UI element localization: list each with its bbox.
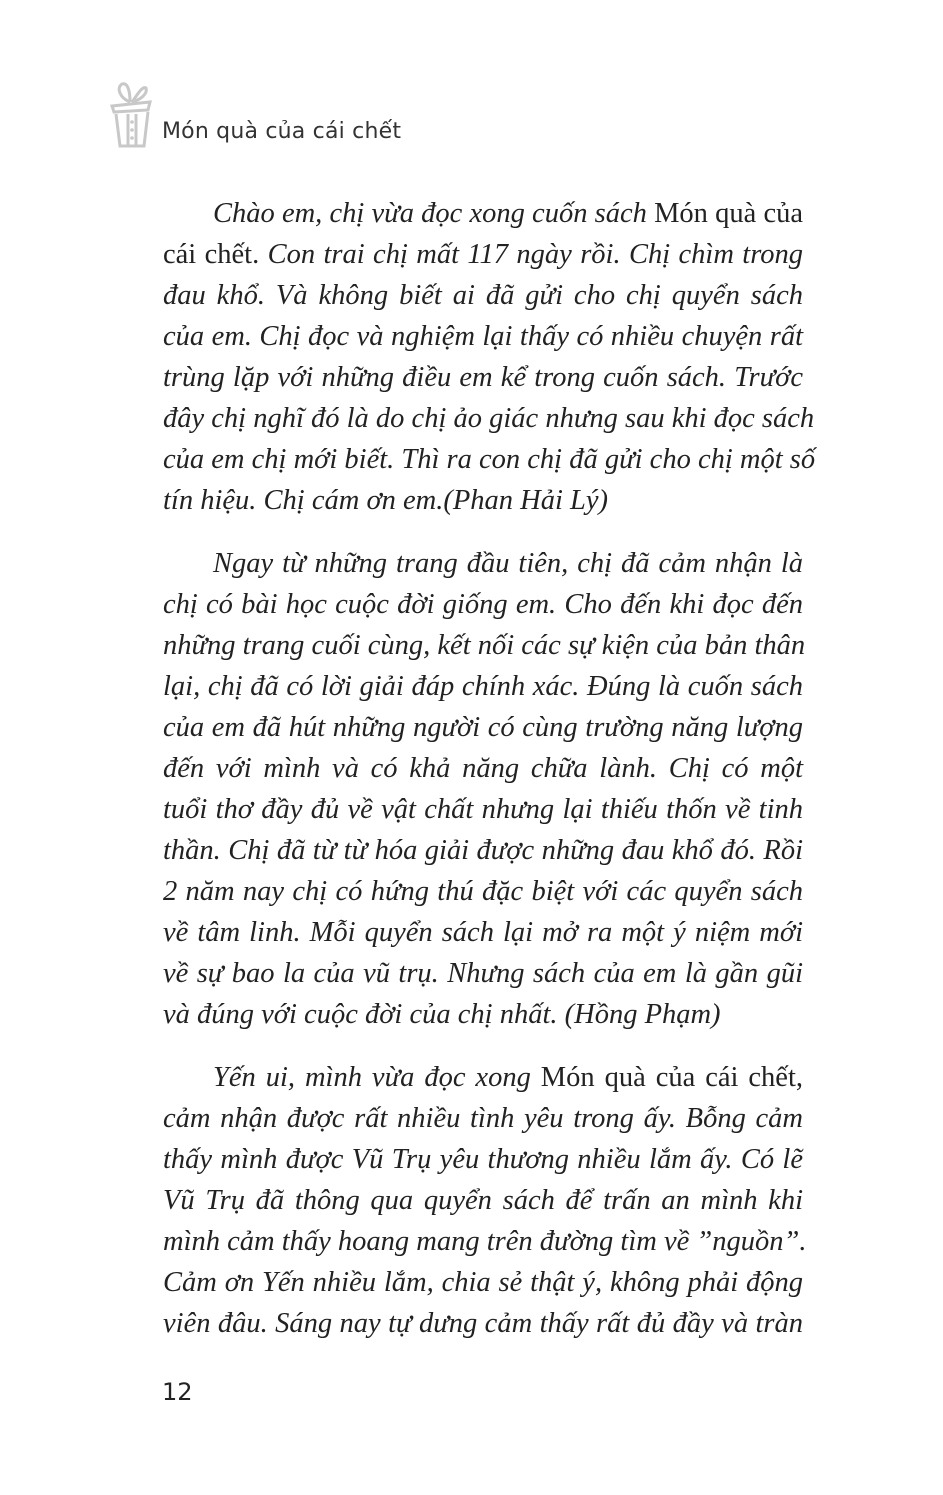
italic-text: của em đã hút những người có cùng trường năng lượng — [163, 712, 803, 743]
italic-text: đau khổ. Và không biết ai đã gửi cho chị quyển sách — [163, 280, 803, 311]
text-line — [163, 830, 803, 871]
text-line — [163, 871, 803, 912]
text-line — [163, 1303, 803, 1344]
italic-text: đây chị nghĩ đó là do chị ảo giác nhưng sau khi đọc sách — [163, 403, 815, 434]
paragraph — [163, 543, 806, 1035]
italic-text: về tâm linh. Mỗi quyển sách lại mở ra một ý niệm mới — [163, 917, 803, 948]
italic-text: của em chị mới biết. Thì ra con chị đã gửi cho chị một số — [163, 444, 816, 475]
text-line — [163, 193, 803, 234]
paragraph-gap — [163, 521, 803, 543]
italic-text: Ngay từ những trang đầu tiên, chị đã cảm nhận là — [213, 548, 803, 579]
italic-text: mình cảm thấy hoang mang trên đường tìm về ”nguồn”. — [163, 1226, 807, 1257]
roman-text: Món quà của — [654, 198, 803, 229]
roman-text: Món quà của cái chết, — [540, 1062, 803, 1093]
gift-box-icon — [108, 80, 156, 148]
page-body — [163, 193, 816, 1344]
italic-text: Vũ Trụ đã thông qua quyển sách để trấn an mình khi — [163, 1185, 803, 1216]
italic-text: tín hiệu. Chị cám ơn em.(Phan Hải Lý) — [163, 485, 609, 516]
italic-text: Con trai chị mất 117 ngày rồi. Chị chìm trong — [267, 239, 804, 270]
italic-text: Yến ui, mình vừa đọc xong — [213, 1062, 541, 1093]
text-line — [163, 1221, 807, 1262]
italic-text: thần. Chị đã từ từ hóa giải được những đau khổ đó. Rồi — [163, 835, 803, 866]
text-line — [163, 543, 803, 584]
text-line — [163, 316, 803, 357]
text-line — [163, 1098, 803, 1139]
italic-text: về sự bao la của vũ trụ. Nhưng sách của em là gần gũi — [163, 958, 803, 989]
text-line — [163, 357, 803, 398]
text-line — [163, 707, 803, 748]
text-line — [163, 994, 803, 1035]
italic-text: trùng lặp với những điều em kể trong cuốn sách. Trước — [163, 362, 803, 393]
italic-text: Cảm ơn Yến nhiều lắm, chia sẻ thật ý, không phải động — [163, 1267, 803, 1298]
text-line — [163, 953, 803, 994]
paragraph-gap — [163, 1035, 803, 1057]
roman-text: cái chết. — [163, 239, 268, 270]
running-header — [108, 78, 401, 148]
text-line — [163, 1180, 803, 1221]
text-line — [163, 1262, 803, 1303]
text-line — [163, 1139, 803, 1180]
italic-text: Chào em, chị vừa đọc xong cuốn sách — [213, 198, 655, 229]
text-line — [163, 666, 803, 707]
italic-text: những trang cuối cùng, kết nối các sự kiện của bản thân — [163, 630, 806, 661]
italic-text: chị có bài học cuộc đời giống em. Cho đến khi đọc đến — [163, 589, 803, 620]
italic-text: tuổi thơ đầy đủ về vật chất nhưng lại thiếu thốn về tinh — [163, 794, 803, 825]
italic-text: thấy mình được Vũ Trụ yêu thương nhiều lắm ấy. Có lẽ — [163, 1144, 803, 1175]
text-line — [163, 912, 803, 953]
text-line — [163, 480, 803, 521]
paragraph — [163, 1057, 807, 1344]
page-number: 12 — [162, 1378, 193, 1406]
text-line — [163, 275, 803, 316]
text-line — [163, 234, 803, 275]
italic-text: đến với mình và có khả năng chữa lành. Chị có một — [163, 753, 803, 784]
italic-text: cảm nhận được rất nhiều tình yêu trong ấy. Bỗng cảm — [163, 1103, 803, 1134]
text-line — [163, 398, 815, 439]
italic-text: lại, chị đã có lời giải đáp chính xác. Đúng là cuốn sách — [163, 671, 803, 702]
italic-text: viên đâu. Sáng nay tự dưng cảm thấy rất đủ đầy và tràn — [163, 1308, 803, 1339]
text-line — [163, 625, 806, 666]
text-line — [163, 789, 803, 830]
running-title: Món quà của cái chết — [162, 119, 402, 144]
paragraph — [163, 193, 816, 521]
text-line — [163, 1057, 803, 1098]
text-line — [163, 748, 803, 789]
italic-text: và đúng với cuộc đời của chị nhất. (Hồng Phạm) — [163, 999, 721, 1030]
italic-text: 2 năm nay chị có hứng thú đặc biệt với các quyển sách — [163, 876, 803, 907]
text-line — [163, 584, 803, 625]
italic-text: của em. Chị đọc và nghiệm lại thấy có nhiều chuyện rất — [163, 321, 803, 352]
text-line — [163, 439, 816, 480]
